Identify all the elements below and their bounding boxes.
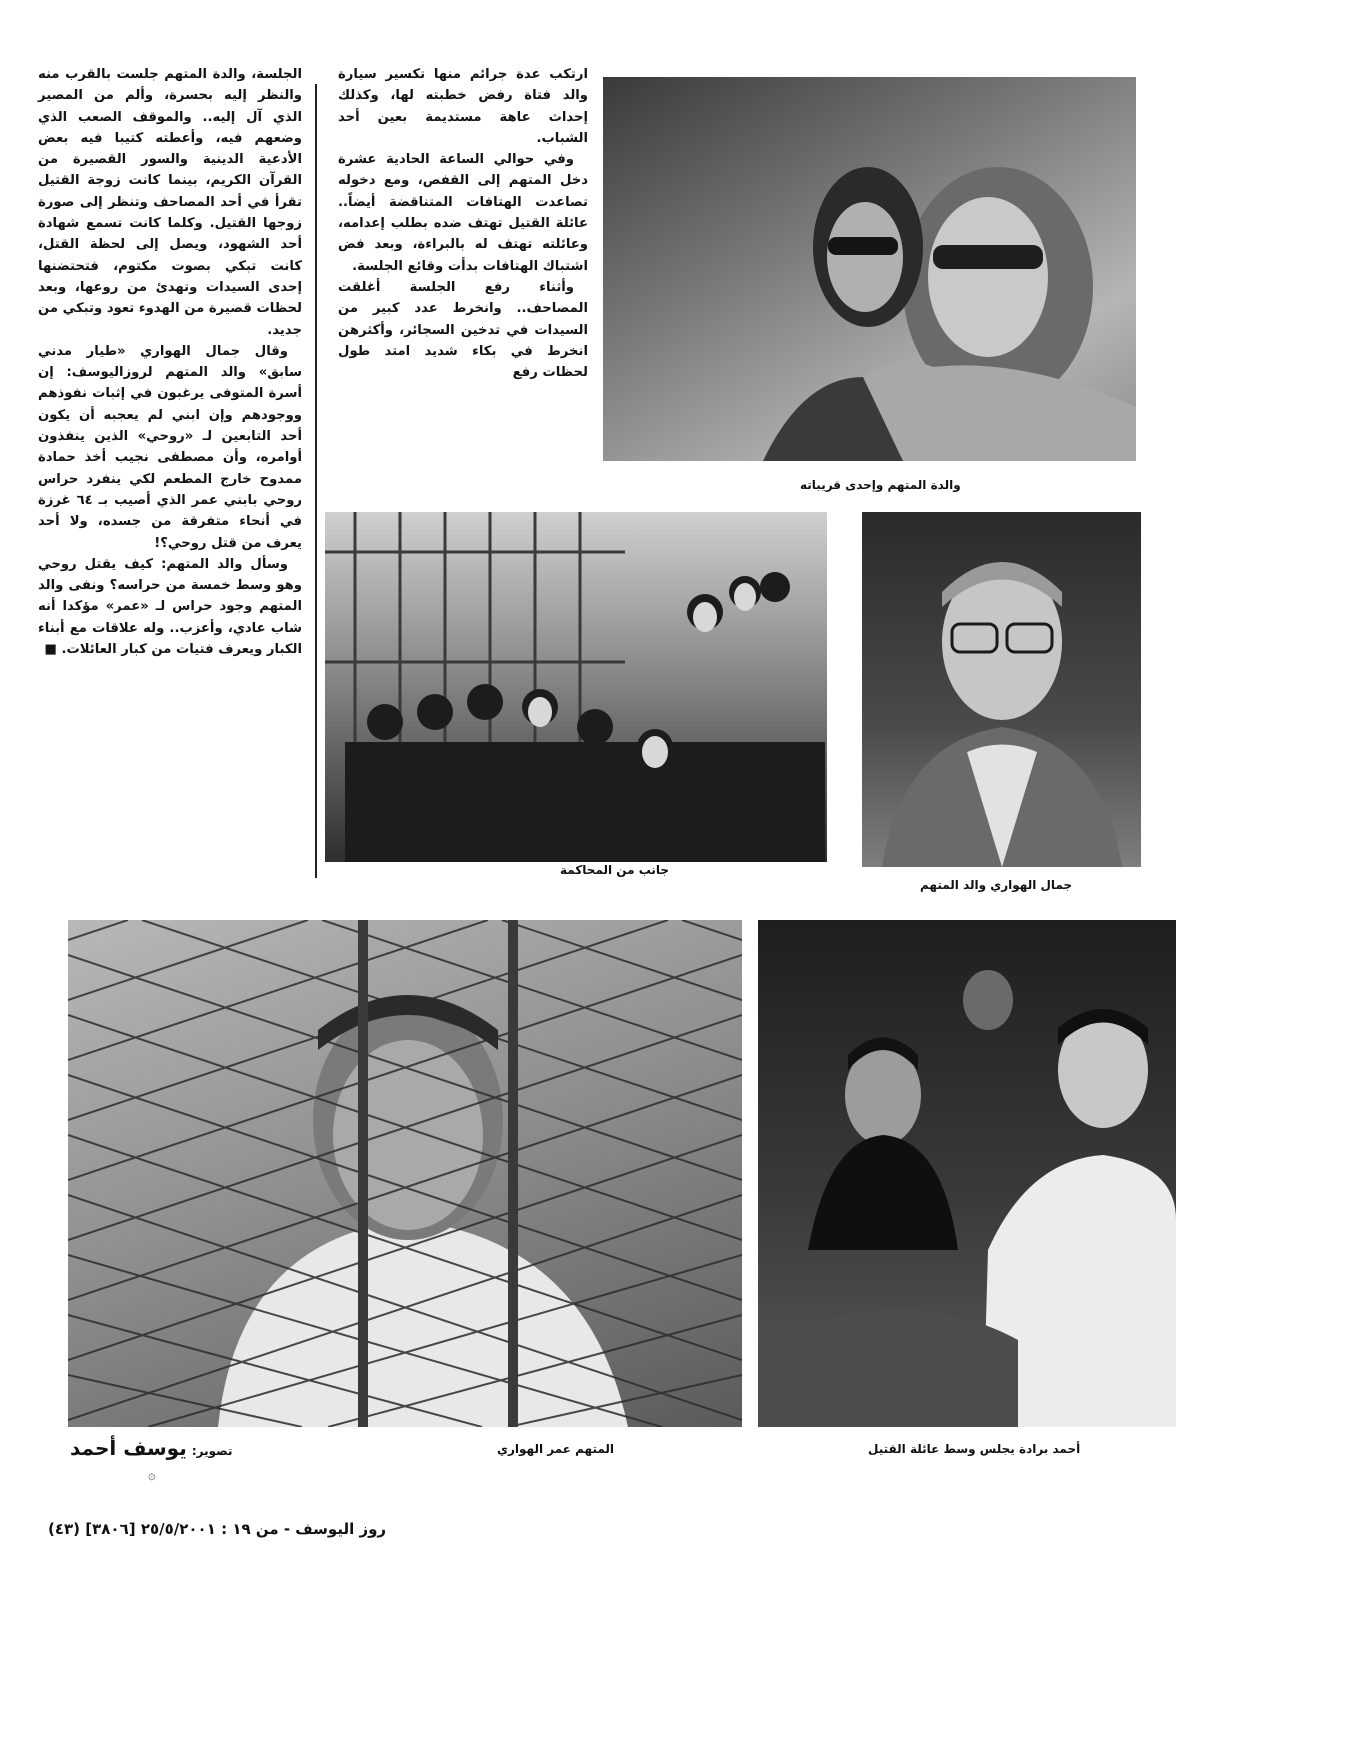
photo-mother-illustration xyxy=(603,77,1136,461)
article-paragraph: وفي حوالي الساعة الحادية عشرة دخل المتهم إلى القفص، ومع دخوله تصاعدت الهتافات المتناقضة أيضاً.. عائلة القتيل تهتف ضده بطلب إعدامه، وعائلته تهتف له بالبراءة، وبعد فض اشتباك الهتافات بدأت وقائع الجلسة. xyxy=(338,152,588,274)
photo-courtroom-illustration xyxy=(325,512,827,862)
caption-mother: والدة المتهم وإحدى قريباته xyxy=(800,478,961,492)
photo-accused-illustration xyxy=(68,920,742,1427)
article-column-left xyxy=(38,64,302,884)
photo-accused-father xyxy=(862,512,1141,867)
article-paragraph: الجلسة، والدة المتهم جلست بالقرب منه والنظر إليه بحسرة، وألم من المصير الذي آل إليه.. والموقف الصعب الذي وضعهم فيه، وأعطته كتيبا فيه بعض الأدعية الدينية والسور القصيرة من القرآن الكريم، بينما كانت زوجة القتيل تقرأ في أحد المصاحف وتنظر إلى صورة زوجها القتيل. وكلما كانت تسمع شهادة أحد الشهود، ويصل إلى لحظة القتل، كانت تبكي بصوت مكتوم، فتحتضنها إحدى السيدات وتهدئ من روعها، وبعد لحظات قصيرة من الهدوء تعود وتبكي من جديد. xyxy=(38,67,302,338)
ornament-glyph: ۞ xyxy=(148,1468,156,1483)
article-paragraph: وأثناء رفع الجلسة أغلقت المصاحف.. وانخرط عدد كبير من السيدات في تدخين السجائر، وأكثرهن انخرط في بكاء شديد امتد طول لحظات رفع xyxy=(338,279,588,381)
caption-family: أحمد برادة يجلس وسط عائلة القتيل xyxy=(868,1442,1081,1456)
photo-accused-in-cage xyxy=(68,920,742,1427)
caption-accused: المتهم عمر الهواري xyxy=(497,1442,615,1456)
photo-family-illustration xyxy=(758,920,1176,1427)
article-column-middle xyxy=(338,64,588,464)
page-footer: روز اليوسف - من ١٩ : ٢٥/٥/٢٠٠١ [٣٨٠٦] (٤٣) xyxy=(48,1520,387,1538)
photo-accused-mother xyxy=(603,77,1136,461)
caption-father: جمال الهواري والد المتهم xyxy=(920,878,1073,892)
column-divider xyxy=(315,84,317,878)
photo-credit-label: تصوير: xyxy=(191,1444,233,1458)
article-paragraph: وقال جمال الهواري «طيار مدني سابق» والد المتهم لروزاليوسف: إن أسرة المتوفى يرغبون في إثبات نفوذهم ووجودهم وإن ابني لم يعجبه أن يكون أحد التابعين لـ «روحي» الذين ينفذون أوامره، وأن مصطفى نجيب أخذ حمادة ممدوح خارج المطعم لكي ينفرد حراس روحي بابني عمر الذي أصيب بـ ٦٤ غرزة في أنحاء متفرقة من جسده، ولا أحد يعرف من قتل روحي؟! xyxy=(38,343,302,551)
photo-credit xyxy=(70,1436,232,1460)
caption-court: جانب من المحاكمة xyxy=(560,863,670,877)
article-paragraph: وسأل والد المتهم: كيف يقتل روحي وهو وسط خمسة من حراسه؟ ونفى والد المتهم وجود حراس لـ «عمر» مؤكدا أنه شاب عادي، وأعزب.. وله علاقات مع أبناء الكبار ويعرف فتيات من كبار العائلات. ■ xyxy=(38,556,302,658)
article-paragraph: ارتكب عدة جرائم منها تكسير سيارة والد فتاة رفض خطبته لها، وكذلك إحداث عاهة مستديمة بعين أحد الشباب. xyxy=(338,67,588,146)
photo-father-illustration xyxy=(862,512,1141,867)
photo-courtroom xyxy=(325,512,827,862)
photo-credit-name: يوسف أحمد xyxy=(70,1436,187,1460)
photo-victim-family xyxy=(758,920,1176,1427)
